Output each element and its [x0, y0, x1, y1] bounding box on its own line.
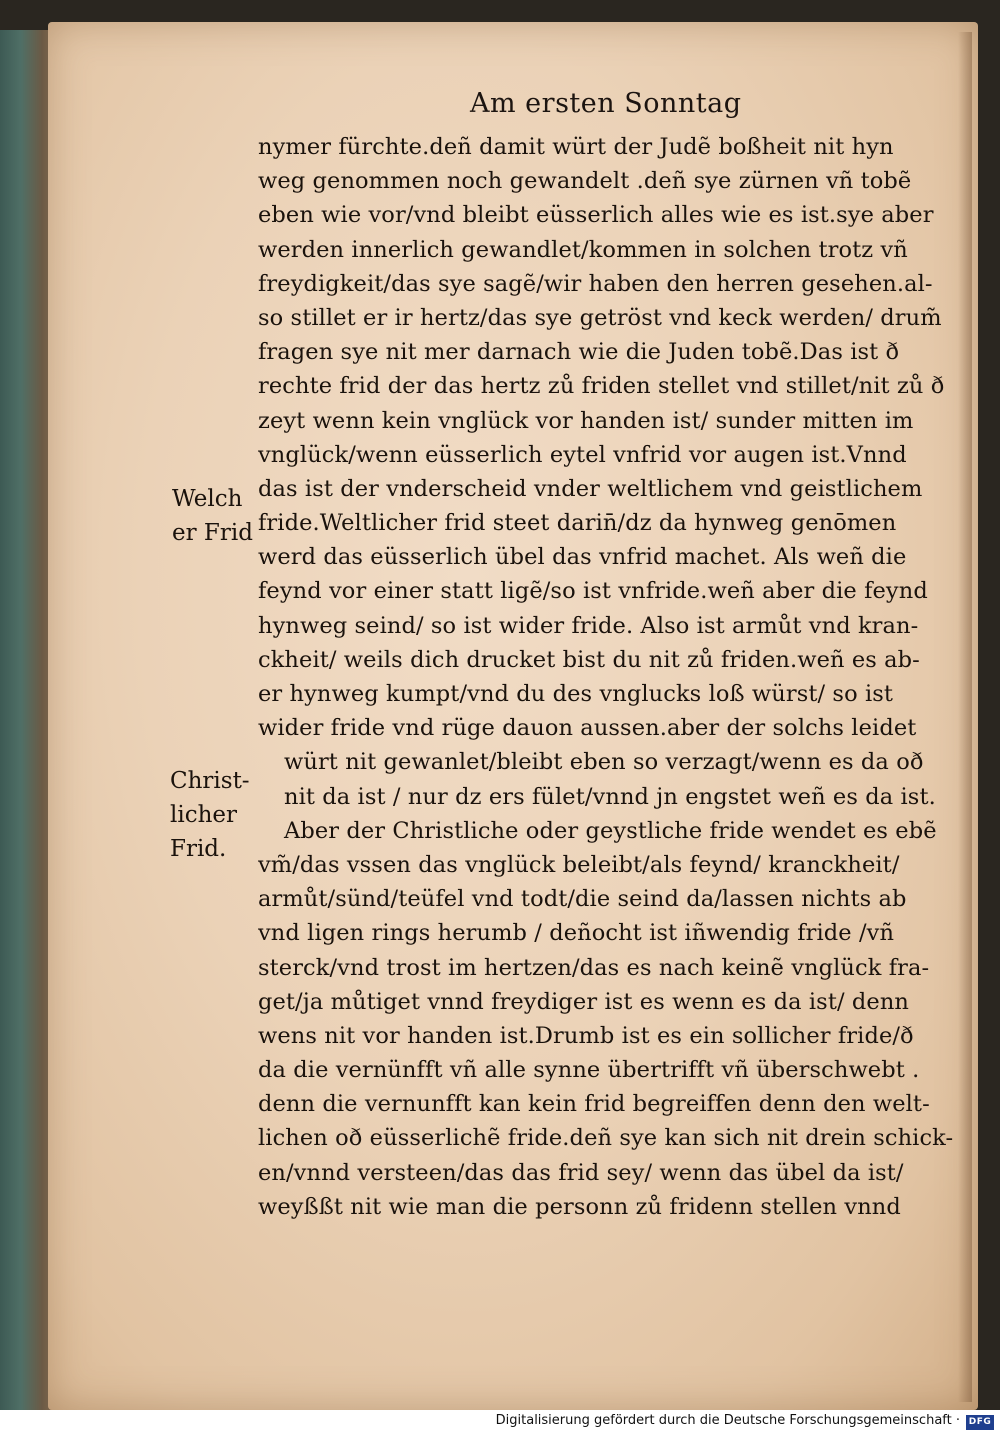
text-line: freydigkeit/das sye sagẽ/wir haben den herren gesehen.al- — [258, 270, 933, 297]
text-line: wens nit vor handen ist.Drumb ist es ein sollicher fride/ð — [258, 1022, 914, 1049]
margin-note-line: er Frid — [172, 520, 253, 546]
text-line: en/vnnd versteen/das das frid sey/ wenn das übel da ist/ — [258, 1159, 904, 1186]
text-line: armůt/sünd/teüfel vnd todt/die seind da/lassen nichts ab — [258, 886, 907, 913]
text-line: denn die vernunfft kan kein frid begreiffen denn den welt- — [258, 1091, 930, 1118]
running-head: Am ersten Sonntag — [470, 88, 742, 119]
text-line: vnglück/wenn eüsserlich eytel vnfrid vor augen ist.Vnnd — [258, 441, 907, 468]
text-line: fride.Weltlicher frid steet darin̄/dz da hynweg genōmen — [258, 510, 897, 537]
dfg-logo-icon: DFG — [966, 1415, 994, 1430]
text-line: zeyt wenn kein vnglück vor handen ist/ sunder mitten im — [258, 407, 914, 434]
text-line: nit da ist / nur dz ers fület/vnnd jn engstet weñ es da ist. — [284, 783, 936, 810]
text-line: vnd ligen rings herumb / deñocht ist iñwendig fride /vñ — [258, 920, 895, 947]
funding-credit: Digitalisierung gefördert durch die Deutsche Forschungsgemeinschaft · — [495, 1413, 960, 1428]
text-line: rechte frid der das hertz zů friden stellet vnd stillet/nit zů ð — [258, 373, 945, 400]
margin-note-line: licher — [170, 802, 238, 828]
margin-note-welcher-frid — [172, 482, 253, 550]
page-edge-shadow — [958, 32, 972, 1402]
text-line: feynd vor einer statt ligẽ/so ist vnfride.weñ aber die feynd — [258, 578, 928, 605]
text-line: da die vernünfft vñ alle synne übertrifft vñ überschwebt . — [258, 1057, 920, 1084]
text-line: fragen sye nit mer darnach wie die Juden tobẽ.Das ist ð — [258, 339, 900, 366]
text-line: get/ja můtiget vnnd freydiger ist es wenn es da ist/ denn — [258, 988, 910, 1015]
text-line: er hynweg kumpt/vnd du des vnglucks loß würst/ so ist — [258, 681, 894, 707]
text-line: so stillet er ir hertz/das sye getröst vnd keck werden/ drum̃ — [258, 304, 942, 331]
text-line: nymer fürchte.deñ damit würt der Judẽ boßheit nit hyn — [258, 134, 894, 160]
margin-note-line: Welch — [172, 486, 243, 512]
footer-bar — [0, 1410, 1000, 1436]
text-line: wider fride vnd rüge dauon aussen.aber der solchs leidet — [258, 715, 917, 742]
text-line: eben wie vor/vnd bleibt eüsserlich alles wie es ist.sye aber — [258, 202, 934, 229]
text-line: werd das eüsserlich übel das vnfrid machet. Als weñ die — [258, 544, 907, 571]
main-text-block — [258, 130, 958, 1224]
margin-note-line: Christ- — [170, 768, 250, 794]
text-line: weyßßt nit wie man die personn zů fridenn stellen vnnd — [258, 1193, 901, 1220]
text-line: vm̃/das vssen das vnglück beleibt/als feynd/ kranckheit/ — [258, 851, 900, 878]
text-line: sterck/vnd trost im hertzen/das es nach keinẽ vnglück fra- — [258, 954, 930, 981]
text-line: ckheit/ weils dich drucket bist du nit zů friden.weñ es ab- — [258, 646, 920, 673]
margin-note-christlicher-frid — [170, 764, 250, 866]
margin-note-line: Frid. — [170, 836, 227, 862]
text-line: werden innerlich gewandlet/kommen in solchen trotz vñ — [258, 236, 908, 263]
paragraph-start-line: Aber der Christliche oder geystliche fride wendet es ebẽ — [284, 817, 937, 844]
text-line: das ist der vnderscheid vnder weltlichem vnd geistlichem — [258, 475, 923, 502]
text-line: würt nit gewanlet/bleibt eben so verzagt/wenn es da oð — [284, 749, 924, 776]
text-line: hynweg seind/ so ist wider fride. Also ist armůt vnd kran- — [258, 612, 919, 639]
text-line: weg genommen noch gewandelt .deñ sye zürnen vñ tobẽ — [258, 168, 912, 195]
text-line: lichen oð eüsserlichẽ fride.deñ sye kan sich nit drein schick- — [258, 1125, 954, 1152]
